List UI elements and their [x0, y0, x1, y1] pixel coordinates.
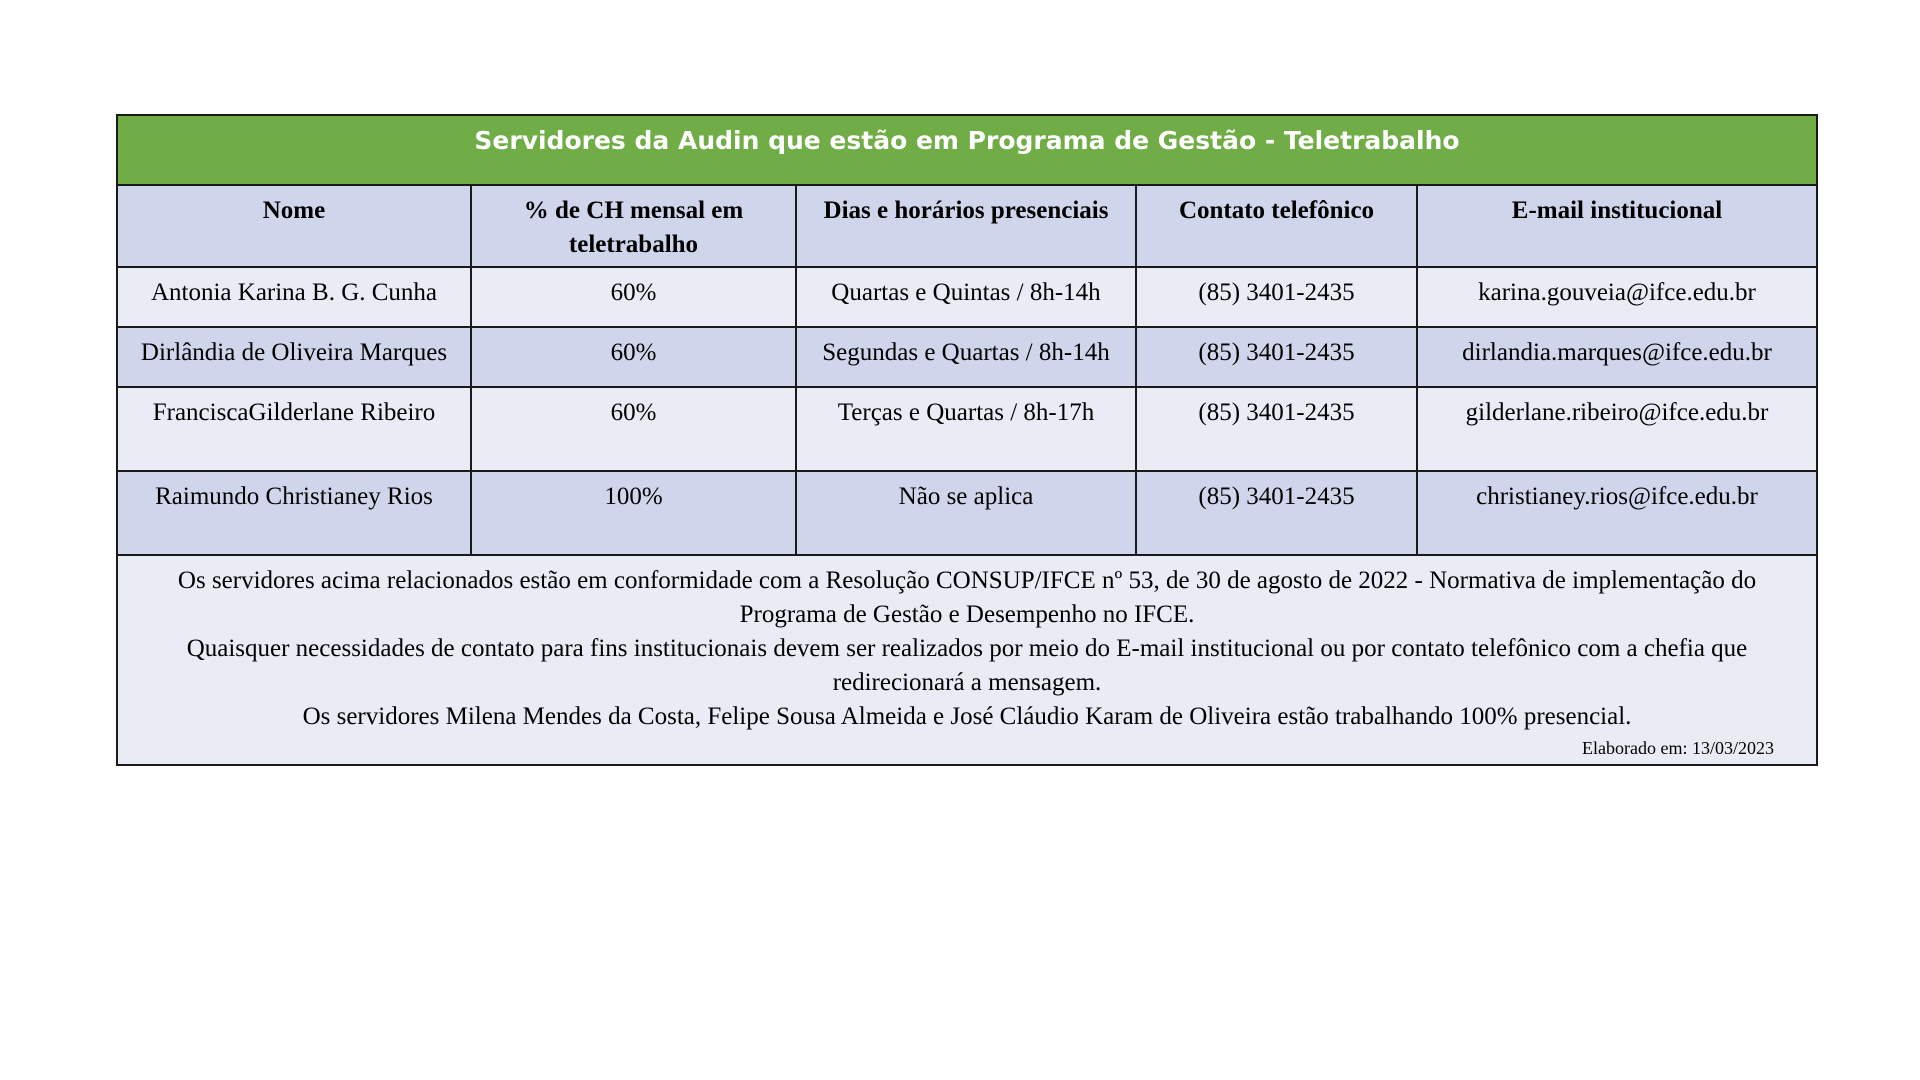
header-ch: % de CH mensal em teletrabalho	[471, 185, 796, 267]
cell-telefone: (85) 3401-2435	[1136, 471, 1417, 555]
table-row	[117, 471, 1817, 555]
cell-telefone: (85) 3401-2435	[1136, 387, 1417, 471]
table-row	[117, 267, 1817, 327]
table-title: Servidores da Audin que estão em Programa de Gestão - Teletrabalho	[117, 115, 1817, 185]
note-contato: Quaisquer necessidades de contato para fins institucionais devem ser realizados por meio do E-mail institucional ou por contato telefônico com a chefia que redirecionará a mensagem.	[186, 635, 1748, 696]
cell-email: gilderlane.ribeiro@ifce.edu.br	[1417, 387, 1817, 471]
cell-dias: Não se aplica	[796, 471, 1136, 555]
cell-email: christianey.rios@ifce.edu.br	[1417, 471, 1817, 555]
notes-row	[117, 555, 1817, 765]
note-presencial: Os servidores Milena Mendes da Costa, Felipe Sousa Almeida e José Cláudio Karam de Oliveira estão trabalhando 100% presencial.	[302, 703, 1632, 730]
cell-ch: 60%	[471, 387, 796, 471]
cell-nome: Raimundo Christianey Rios	[117, 471, 471, 555]
header-nome: Nome	[117, 185, 471, 267]
title-row	[117, 115, 1817, 185]
header-email: E-mail institucional	[1417, 185, 1817, 267]
cell-ch: 100%	[471, 471, 796, 555]
notes-cell	[117, 555, 1817, 765]
cell-dias: Terças e Quartas / 8h-17h	[796, 387, 1136, 471]
cell-dias: Quartas e Quintas / 8h-14h	[796, 267, 1136, 327]
cell-telefone: (85) 3401-2435	[1136, 327, 1417, 387]
elaborado-date: Elaborado em: 13/03/2023	[1582, 738, 1774, 758]
cell-dias: Segundas e Quartas / 8h-14h	[796, 327, 1136, 387]
cell-email: dirlandia.marques@ifce.edu.br	[1417, 327, 1817, 387]
header-dias: Dias e horários presenciais	[796, 185, 1136, 267]
cell-telefone: (85) 3401-2435	[1136, 267, 1417, 327]
table-row	[117, 327, 1817, 387]
cell-ch: 60%	[471, 327, 796, 387]
table-row	[117, 387, 1817, 471]
teletrabalho-table	[116, 114, 1818, 766]
cell-nome: FranciscaGilderlane Ribeiro	[117, 387, 471, 471]
cell-ch: 60%	[471, 267, 796, 327]
header-row	[117, 185, 1817, 267]
cell-nome: Dirlândia de Oliveira Marques	[117, 327, 471, 387]
note-resolucao: Os servidores acima relacionados estão em conformidade com a Resolução CONSUP/IFCE nº 53, de 30 de agosto de 2022 - Normativa de implementação do Programa de Gestão e Desempenho no IFCE.	[177, 567, 1757, 628]
cell-nome: Antonia Karina B. G. Cunha	[117, 267, 471, 327]
cell-email: karina.gouveia@ifce.edu.br	[1417, 267, 1817, 327]
header-telefone: Contato telefônico	[1136, 185, 1417, 267]
